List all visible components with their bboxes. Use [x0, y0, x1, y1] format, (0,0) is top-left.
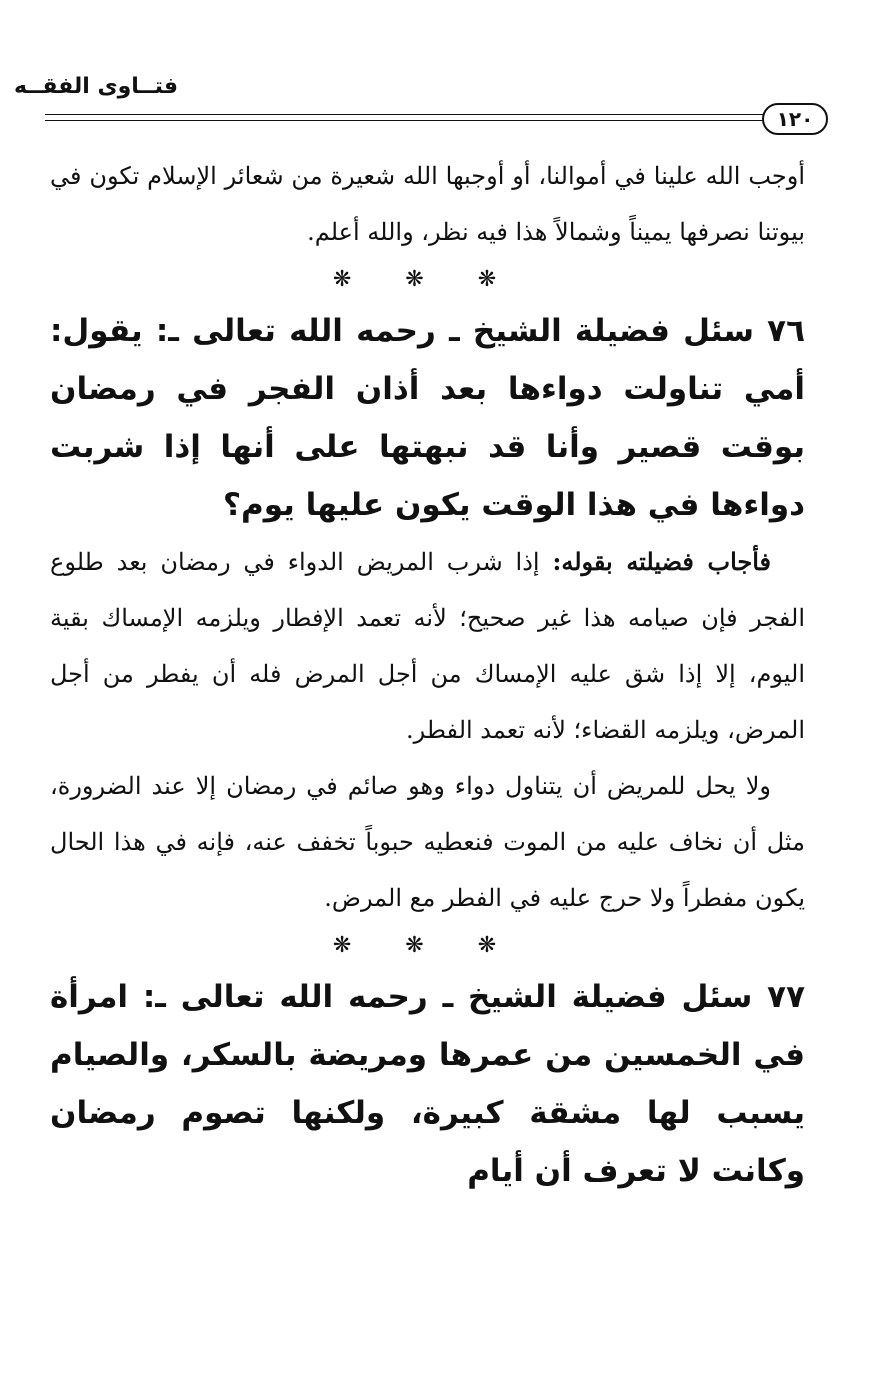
- separator-star-icon: ❋: [477, 933, 523, 958]
- separator-star-icon: ❋: [405, 267, 450, 292]
- answer-76-paragraph-1: [50, 534, 805, 758]
- answer-76-paragraph-2: ولا يحل للمريض أن يتناول دواء وهو صائم في رمضان إلا عند الضرورة، مثل أن نخاف عليه من الموت فنعطيه حبوباً تخفف عنه، فإنه في هذا الحال يكون مفطراً ولا حرج عليه في الفطر مع المرض.: [50, 772, 805, 912]
- answer-76-text-1: إذا شرب المريض الدواء في رمضان بعد طلوع الفجر فإن صيامه هذا غير صحيح؛ لأنه تعمد الإفطار ويلزمه الإمساك بقية اليوم، إلا إذا شق عليه الإمساك من أجل المرض فله أن يفطر من أجل المرض، ويلزمه القضاء؛ لأنه تعمد الفطر.: [50, 548, 806, 744]
- answer-lead: فأجاب فضيلته بقوله:: [552, 547, 772, 576]
- section-separator: [50, 928, 805, 964]
- page-number: ١٢٠: [776, 107, 814, 131]
- paragraph-continuation: أوجب الله علينا في أموالنا، أو أوجبها الله شعيرة من شعائر الإسلام تكون في بيوتنا نصرفها يميناً وشمالاً هذا فيه نظر، والله أعلم.: [50, 162, 805, 246]
- page-body: [50, 148, 805, 1200]
- separator-star-icon: ❋: [405, 933, 450, 958]
- question-76: ٧٦ سئل فضيلة الشيخ ـ رحمه الله تعالى ـ: يقول: أمي تناولت دواءها بعد أذان الفجر في رمضان بوقت قصير وأنا قد نبهتها على أنها إذا شربت دواءها في هذا الوقت يكون عليها يوم؟: [50, 313, 805, 523]
- header-rule-bottom: [45, 120, 768, 121]
- page-header: [13, 70, 828, 140]
- separator-star-icon: ❋: [477, 267, 523, 292]
- page-number-badge: [762, 103, 828, 135]
- header-rule-top: [45, 114, 768, 115]
- question-77: ٧٧ سئل فضيلة الشيخ ـ رحمه الله تعالى ـ: امرأة في الخمسين من عمرها ومريضة بالسكر، والصيام يسبب لها مشقة كبيرة، ولكنها تصوم رمضان وكانت لا تعرف أن أيام: [50, 979, 805, 1189]
- separator-star-icon: ❋: [332, 267, 378, 292]
- running-title: فتــاوى الفقــه: [13, 74, 178, 99]
- section-separator: [50, 262, 805, 298]
- separator-star-icon: ❋: [332, 933, 378, 958]
